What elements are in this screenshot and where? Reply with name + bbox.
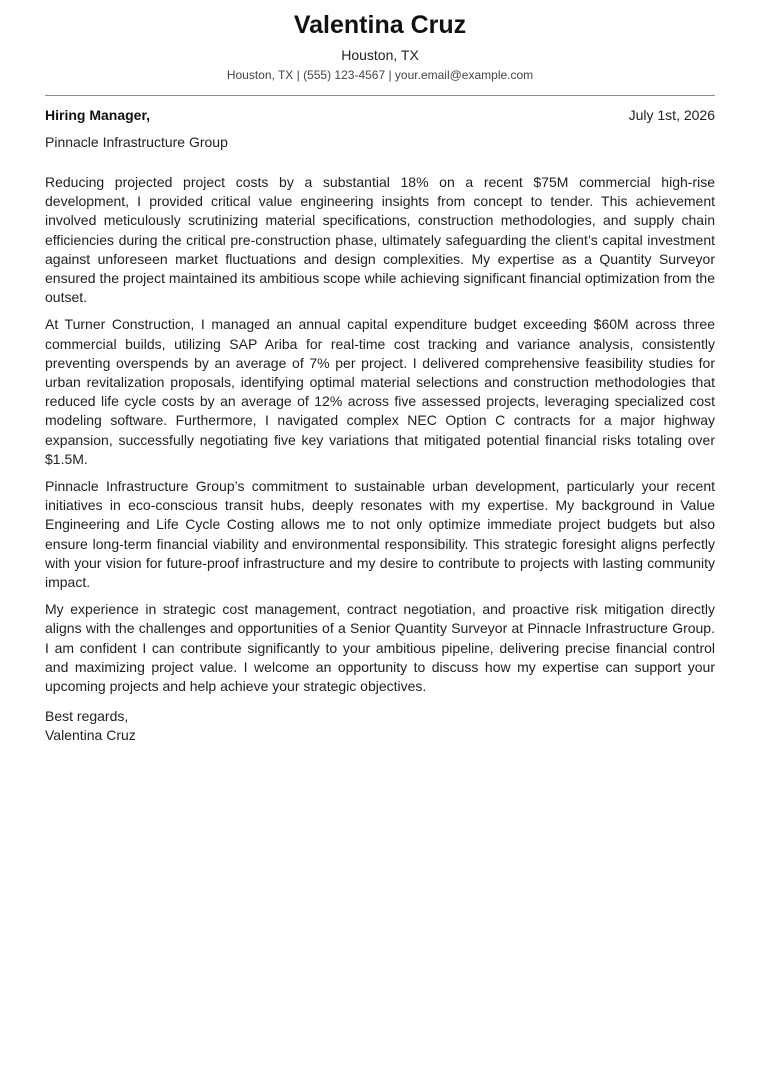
- sign-off: Best regards,: [45, 708, 129, 725]
- applicant-name: Valentina Cruz: [293, 11, 467, 39]
- recipient-row: [45, 106, 715, 124]
- letter-date: July 1st, 2026: [628, 107, 715, 123]
- recipient-salutation: Hiring Manager,: [45, 107, 151, 123]
- body-paragraph-2: At Turner Construction, I managed an annual capital expenditure budget exceeding $60M across three commercial builds, utilizing SAP Ariba for real-time cost tracking and variance analysis, consistently preventing overspends by an average of 7% per project. I delivered comprehensive feasibility studies for urban revitalization proposals, identifying optimal material selections and construction methodologies that reduced life cycle costs by an average of 12% across five assessed projects, leveraging specialized cost modeling software. Furthermore, I navigated complex NEC Option C contracts for a major highway expansion, successfully negotiating five key variations that mitigated potential financial risks totaling over $1.5M.: [45, 316, 715, 467]
- applicant-contact-line: Houston, TX | (555) 123-4567 | your.email@example.com: [226, 68, 534, 82]
- letter-closing: [45, 707, 715, 745]
- recipient-company: Pinnacle Infrastructure Group: [45, 134, 228, 150]
- letter-body: [45, 173, 715, 696]
- body-paragraph-4: My experience in strategic cost management, contract negotiation, and proactive risk mitigation directly aligns with the challenges and opportunities of a Senior Quantity Surveyor at Pinnacle Infrastructure Group. I am confident I can contribute significantly to your ambitious pipeline, delivering precise financial control and maximizing project value. I welcome an opportunity to discuss how my expertise can support your upcoming projects and help achieve your strategic objectives.: [45, 601, 715, 695]
- header-divider: [45, 95, 715, 96]
- applicant-location: Houston, TX: [341, 47, 419, 63]
- signature-name: Valentina Cruz: [45, 727, 136, 744]
- body-paragraph-3: Pinnacle Infrastructure Group’s commitment to sustainable urban development, particularly your recent initiatives in eco-conscious transit hubs, deeply resonates with my expertise. My background in Value Engineering and Life Cycle Costing allows me to not only optimize immediate project budgets but also ensure long-term financial viability and environmental responsibility. This strategic foresight aligns perfectly with your vision for future-proof infrastructure and my desire to contribute to projects with lasting community impact.: [45, 478, 715, 591]
- body-paragraph-1: Reducing projected project costs by a substantial 18% on a recent $75M commercial high-rise development, I provided critical value engineering insights from concept to tender. This achievement involved meticulously scrutinizing material specifications, construction methodologies, and supply chain efficiencies during the critical pre-construction phase, ultimately safeguarding the client’s capital investment against unforeseen market fluctuations and design complexities. My expertise as a Quantity Surveyor ensured the project maintained its ambitious scope while achieving significant financial optimization from the outset.: [45, 174, 715, 306]
